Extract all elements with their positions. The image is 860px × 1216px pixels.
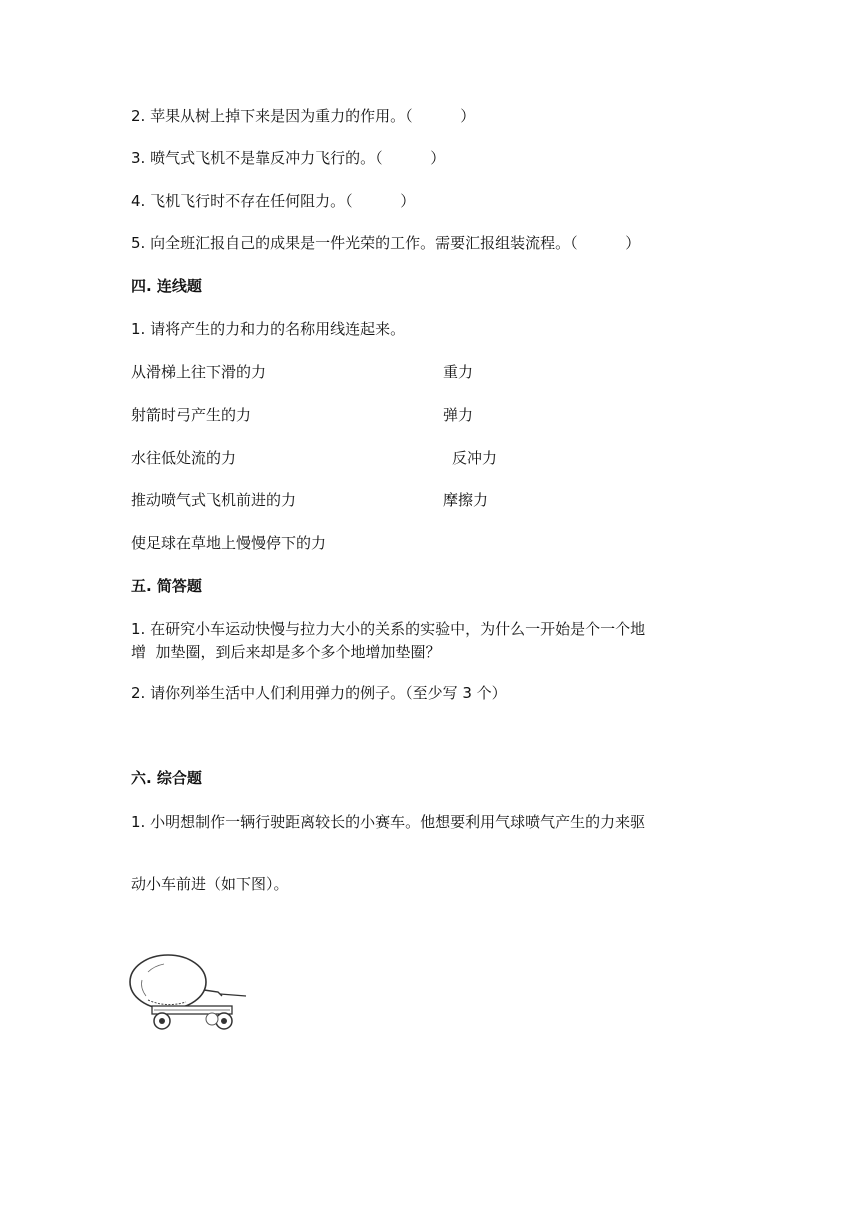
matching-right-item: 重力: [443, 363, 474, 381]
comprehensive-q1-line2: 动小车前进（如下图）。: [131, 875, 289, 893]
judgement-item: 5. 向全班汇报自己的成果是一件光荣的工作。需要汇报组装流程。（ ）: [131, 234, 641, 252]
matching-right-item: 摩擦力: [443, 491, 489, 509]
short-answer-q1-line1: 1. 在研究小车运动快慢与拉力大小的关系的实验中，为什么一开始是个一个地: [131, 620, 646, 638]
judgement-item: 3. 喷气式飞机不是靠反冲力飞行的。（ ）: [131, 149, 446, 167]
matching-left-item: 从滑梯上往下滑的力: [131, 363, 267, 381]
matching-left-item: 使足球在草地上慢慢停下的力: [131, 534, 327, 552]
short-answer-q1-line2: 增 加垫圈，到后来却是多个多个地增加垫圈？: [131, 643, 441, 661]
judgement-item: 2. 苹果从树上掉下来是因为重力的作用。（ ）: [131, 107, 476, 125]
judgement-item: 4. 飞机飞行时不存在任何阻力。（ ）: [131, 192, 416, 210]
comprehensive-q1-line1: 1. 小明想制作一辆行驶距离较长的小赛车。他想要利用气球喷气产生的力来驱: [131, 813, 646, 831]
section-heading-comprehensive: 六. 综合题: [131, 769, 202, 787]
section-heading-short-answer: 五. 简答题: [131, 577, 202, 595]
matching-left-item: 推动喷气式飞机前进的力: [131, 491, 297, 509]
short-answer-q2: 2. 请你列举生活中人们利用弹力的例子。（至少写 3 个）: [131, 684, 507, 702]
matching-question: 1. 请将产生的力和力的名称用线连起来。: [131, 320, 406, 338]
balloon-car-illustration: [126, 950, 251, 1035]
section-heading-matching: 四. 连线题: [131, 277, 202, 295]
matching-right-item: 反冲力: [452, 449, 498, 467]
matching-right-item: 弹力: [443, 406, 474, 424]
matching-left-item: 射箭时弓产生的力: [131, 406, 252, 424]
matching-left-item: 水往低处流的力: [131, 449, 237, 467]
